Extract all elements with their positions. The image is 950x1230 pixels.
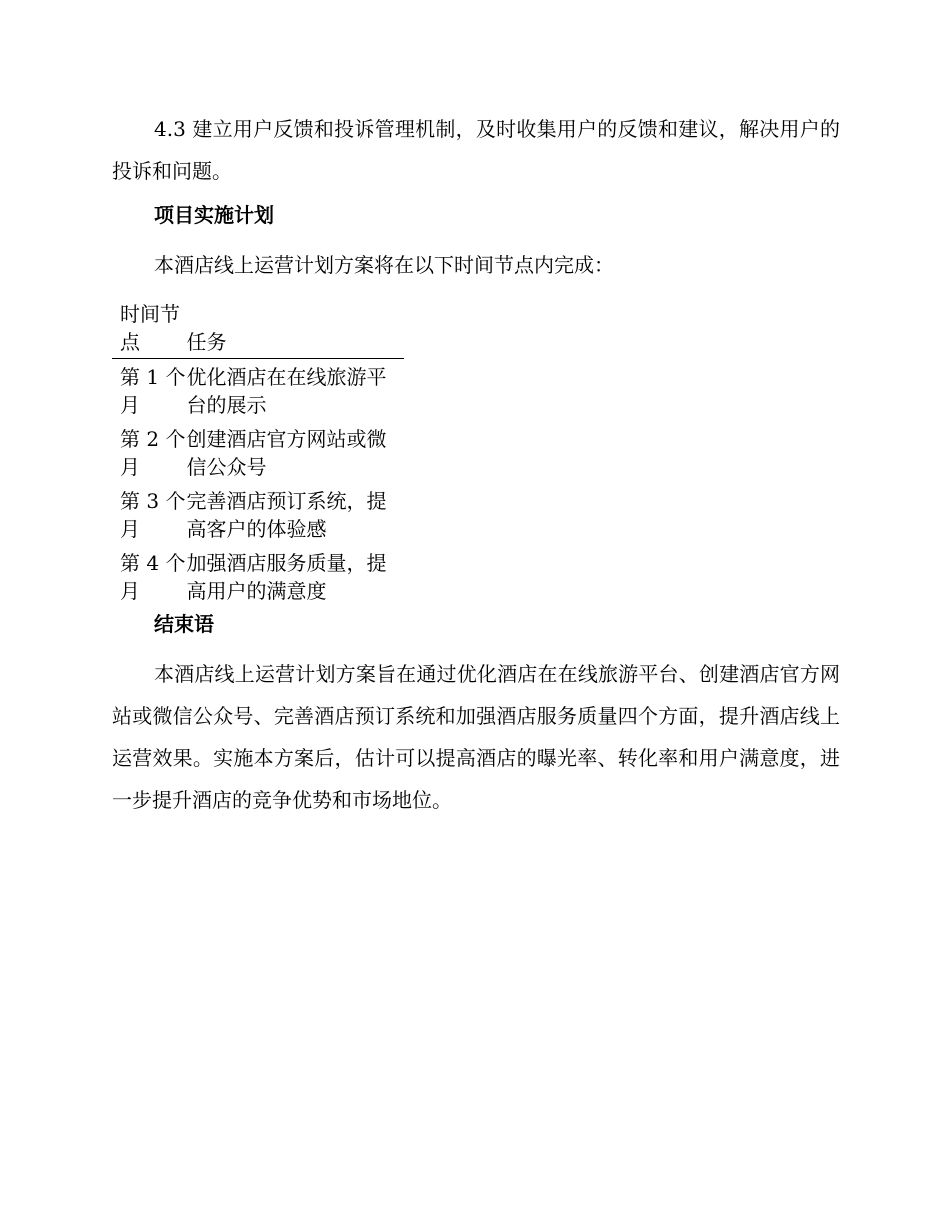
table-cell-time: 第 2 个月 [120, 427, 186, 479]
table-header-time: 时间节点 [112, 300, 187, 359]
table-header-row [112, 300, 404, 359]
table-row [112, 483, 404, 545]
schedule-table [112, 300, 404, 607]
table-row [112, 545, 404, 607]
table-cell-time: 第 3 个月 [120, 489, 186, 541]
table-cell-task: 完善酒店预订系统，提高客户的体验感 [186, 489, 387, 541]
paragraph-4-3: 4.3 建立用户反馈和投诉管理机制，及时收集用户的反馈和建议，解决用户的投诉和问题。 [112, 117, 840, 183]
table-row [112, 421, 404, 483]
table-cell-task: 加强酒店服务质量，提高用户的满意度 [186, 551, 387, 603]
table-cell-time: 第 1 个月 [120, 365, 186, 417]
table-row [112, 359, 404, 422]
table-header-task: 任务 [187, 300, 405, 359]
document-page [112, 108, 840, 821]
heading-implementation-plan: 项目实施计划 [154, 203, 274, 227]
table-cell-time: 第 4 个月 [120, 551, 186, 603]
table-cell-task: 优化酒店在在线旅游平台的展示 [186, 365, 387, 417]
table-cell-task: 创建酒店官方网站或微信公众号 [186, 427, 387, 479]
paragraph-plan-intro: 本酒店线上运营计划方案将在以下时间节点内完成： [154, 253, 614, 277]
paragraph-conclusion: 本酒店线上运营计划方案旨在通过优化酒店在在线旅游平台、创建酒店官方网站或微信公众号、完善酒店预订系统和加强酒店服务质量四个方面，提升酒店线上运营效果。实施本方案后，估计可以提高酒店的曝光率、转化率和用户满意度，进一步提升酒店的竞争优势和市场地位。 [112, 662, 840, 812]
heading-conclusion: 结束语 [154, 612, 214, 636]
